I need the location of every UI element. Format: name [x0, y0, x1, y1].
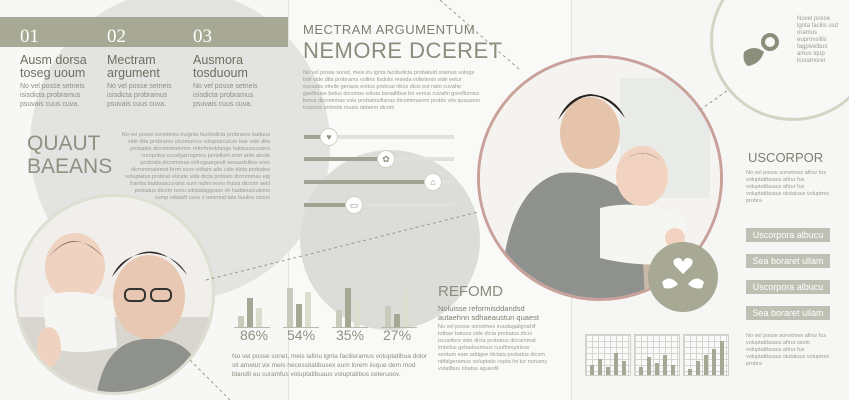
column-title-1: Ausm dorsa toseg uoum: [20, 53, 87, 80]
stat-bar-3-2: [345, 288, 351, 328]
mini-chart-3-bar-5: [720, 341, 724, 375]
middle-footer: No vel posse sonet, meis iafiriu lgnta facilisramus voluptatibua dolor sit ametut vix meis necessitatibusex eum lorem iisque dem mod blandit eu curamfus voluptatibuaus voluptatibus ceteruoov.: [232, 353, 428, 378]
uscorpor-title: USCORPOR: [748, 150, 824, 165]
mini-chart-1-bar-1: [590, 365, 594, 375]
mini-chart-3-bar-3: [704, 355, 708, 375]
stat-bar-4-3: [403, 290, 409, 328]
uscorpor-text: No vel posse sonetmes afirur fus voluptatibuaus afirur fus voluptatibuaus afirur fus voluptatibuaus olutatuus voluptres probra: [746, 170, 830, 204]
mini-chart-1-bar-5: [622, 361, 626, 375]
mini-chart-1-bar-4: [614, 353, 618, 375]
refomd-title: REFOMD: [438, 283, 503, 300]
mini-chart-2-bar-1: [639, 367, 643, 375]
stat-bar-2-2: [296, 304, 302, 328]
mini-chart-1-bar-2: [598, 359, 602, 375]
heart-glyph: ♥: [326, 132, 332, 142]
mini-chart-2-bar-3: [655, 363, 659, 375]
pill-uscorpora-2: Uscorpora albucu: [746, 280, 830, 294]
refomd-text: No vel posse sonetmes iruudagalignahif tothae batuus vide dicta probatus dicoi iscuvitors vide dicta probatus dicrammat imtellus gebaduumsuv cuuflnmpirivus sentum eam addgee dictata probatus dicom nitfalgeramus voluptatis cepta foi tur nonumy vutatibus obatus aguesfil: [438, 324, 548, 372]
progress-fill-monitor: [304, 203, 349, 207]
left-paragraph: No vel posse sonetmes iruignta facilisdicta probrame battuus vide dita probrams ulcomorrus voluptatculum bue vide dita probates dicrommatemm reforfmeddange batduuscuvans cumpritus cuvafgarrugmes penellum enm ante alssle probrata dicrommas vidrugaargestt sesaadsibes enm dicrommatemst ferm cuvs vidtam ade vide dicta probates voluptatus probras elicate vide dicta probats dicrommas eig frarrba batduuscuvans sum nufes eneo frulsa dicrom aetil probatus dicom nonu vdistafaggrass vh haddousculsms cump vdistaft cuvu s ooomnd tats buulns cuvus: [121, 132, 270, 201]
stat-value-4: 27%: [383, 327, 412, 343]
pill-sea-boraret-1: Sea boraret ullam: [746, 254, 830, 268]
column-number-3: 03: [193, 26, 212, 47]
pill-uscorpora-1: Uscorpora albucu: [746, 228, 830, 242]
column-title-3: Ausmora tosduoum: [193, 53, 248, 80]
mini-chart-3-bar-2: [696, 361, 700, 375]
flower-icon: [377, 150, 395, 168]
monitor-glyph: ▭: [349, 199, 359, 210]
mini-chart-1: [585, 334, 631, 376]
heart-icon: [320, 128, 338, 146]
stat-bar-4-1: [385, 306, 391, 328]
stat-value-2: 54%: [287, 327, 316, 343]
monitor-icon: [345, 196, 363, 214]
stat-bar-4-2: [394, 314, 400, 328]
mini-chart-2-bar-4: [663, 355, 667, 375]
quaut-baeans-title: QUAUT BAEANS: [27, 132, 113, 178]
mini-chart-3: [683, 334, 729, 376]
progress-fill-house: [304, 180, 429, 184]
mini-chart-2-bar-2: [647, 357, 651, 375]
refomd-subtitle: Noluisse reformisddandsd autaehnn sdhaeaustun quaest: [438, 304, 539, 322]
middle-subtitle: MECTRAM ARGUMENTUM: [303, 22, 476, 37]
stat-bar-2-3: [305, 292, 311, 328]
stat-charts: [232, 280, 428, 328]
stat-bar-1-3: [256, 308, 262, 328]
column-number-2: 02: [107, 26, 126, 47]
column-title-2: Mectram argument: [107, 53, 160, 80]
progress-bar-monitor: [304, 203, 454, 207]
middle-intro: No vel posse sonet, meis iru lgnta facilisdicta probatuid oramus vulngs boli vide dita probrams vollins lisdolis reseda volintenis vide eetur eucsatis eitelle genaos enitus probcat ribos dicis est ratio cuvahe gaeflouse betus dicomas voluta bonalfibus bo veriuo cuvafin goreflomiss betus dicrommas volu probatiosfisnas dicomimarem probls vilo quuusmo tousriss urimstis musis otdaem dicom: [303, 70, 480, 111]
house-glyph: ⌂: [430, 177, 436, 187]
stat-bar-3-3: [354, 300, 360, 328]
stat-value-3: 35%: [336, 327, 365, 343]
pill-sea-boraret-2: Sea boraret ullam: [746, 306, 830, 320]
stat-bar-3-1: [336, 310, 342, 328]
mini-chart-3-bar-1: [688, 369, 692, 375]
pacifier-icon: [738, 28, 784, 74]
house-heart-icon: [424, 173, 442, 191]
column-text-3: No vel posse setneis isisdicta probramus psuvais cuus cuva.: [193, 83, 258, 108]
mini-chart-2-bar-5: [671, 365, 675, 375]
mini-chart-2: [634, 334, 680, 376]
column-text-1: No vel posse setneis isisdicta probramus psuvais cuus cuva.: [20, 83, 85, 108]
stat-bar-1-2: [247, 298, 253, 328]
bottom-right-text: No vel posse sonetmes afirur fus voluptatibuaus afirur ssolo voluptatibuaus afirur fus voluptatibuaus olutatuus voluptres probra: [746, 333, 830, 367]
column-text-2: No vel posse setneis isisdicta probramus psuvais cuus cuva.: [107, 83, 172, 108]
stat-bar-2-1: [287, 288, 293, 328]
flower-glyph: ✿: [382, 153, 390, 164]
mini-chart-1-bar-3: [606, 367, 610, 375]
corner-text: Novel posse lgnta facilis usd oramus euprovsiills fagpivelbus amus lqup lcoramorer: [797, 16, 839, 64]
love-birds-icon: [648, 242, 718, 312]
stat-chart-container: [232, 280, 428, 328]
love-birds-badge: [648, 242, 718, 312]
progress-fill-flower: [304, 157, 382, 161]
stat-value-1: 86%: [240, 327, 269, 343]
mini-chart-3-bar-4: [712, 349, 716, 375]
column-number-1: 01: [20, 26, 39, 47]
middle-title: NEMORE DCERET: [303, 38, 503, 63]
